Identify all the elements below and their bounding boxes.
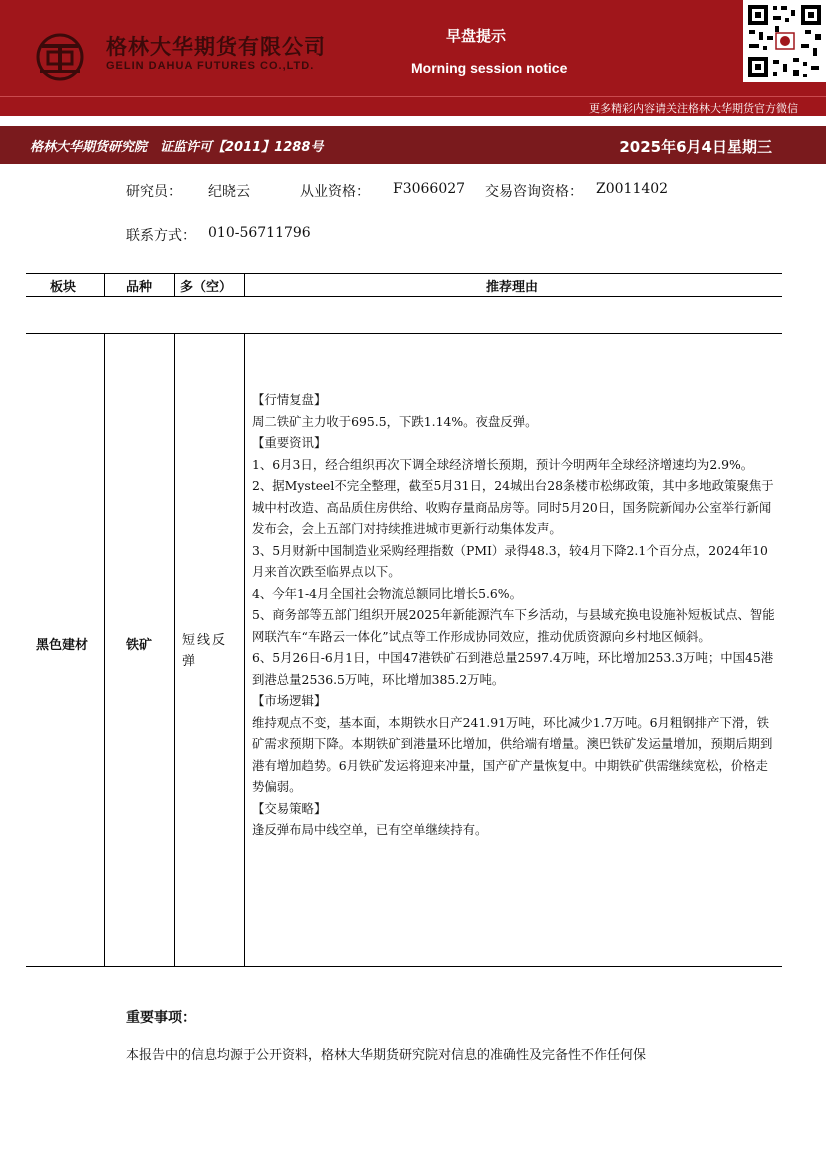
researcher-label: 研究员： [126, 184, 182, 200]
header-sector: 板块 [50, 280, 77, 295]
report-date: 2025年6月4日星期三 [619, 138, 772, 156]
company-name-cn: 格林大华期货有限公司 [106, 35, 326, 59]
qualification-number: F3066027 [393, 181, 466, 197]
consult-qualification-label: 交易咨询资格： [485, 184, 583, 200]
cell-sector: 黑色建材 [36, 638, 89, 653]
table-bottom-border [26, 966, 782, 967]
reason-paragraph: 6、5月26日-6月1日，中国47港铁矿石到港总量2597.4万吨，环比增加253.3万吨；中国45港到港总量2536.5万吨，环比增加385.2万吨。 [252, 650, 774, 687]
notice-title: 重要事项： [126, 1010, 196, 1026]
table-col-divider [244, 333, 245, 967]
cell-reason [252, 389, 778, 841]
report-title-cn: 早盘提示 [446, 27, 507, 45]
header-reason: 推荐理由 [486, 280, 539, 295]
researcher-name: 纪晓云 [208, 184, 250, 200]
reason-paragraph: 5、商务部等五部门组织开展2025年新能源汽车下乡活动，与县域充换电设施补短板试点、智能网联汽车“车路云一体化”试点等工作形成协同效应，推动优质资源向乡村地区倾斜。 [252, 607, 775, 644]
qr-code-icon [743, 0, 826, 82]
contact-label: 联系方式： [126, 228, 196, 244]
report-header [0, 0, 826, 116]
reason-paragraph: 维持观点不变，基本面，本期铁水日产241.91万吨，环比减少1.7万吨。6月粗钢排产下滑，铁矿需求预期下降。本期铁矿到港量环比增加，供给端有增量。澳巴铁矿发运量增加，预期后期到港有增加趋势。6月铁矿发运将迎来冲量，国产矿产量恢复中。中期铁矿供需继续宽松，价格走势偏弱。 [252, 714, 773, 794]
reason-paragraph: 4、今年1-4月全国社会物流总额同比增长5.6%。 [252, 585, 522, 601]
notice-text: 本报告中的信息均源于公开资料，格林大华期货研究院对信息的准确性及完备性不作任何保 [126, 1048, 647, 1063]
table-col-divider [174, 333, 175, 967]
reason-heading: 【重要资讯】 [252, 435, 327, 450]
company-name-en: GELIN DAHUA FUTURES CO.,LTD. [106, 60, 315, 72]
contact-phone: 010-56711796 [208, 225, 311, 241]
table-row-top-border [26, 333, 782, 334]
cell-direction: 短线反弹 [182, 633, 228, 669]
reason-heading: 【市场逻辑】 [252, 693, 327, 708]
table-header-border [26, 296, 782, 297]
company-logo-icon [30, 32, 90, 82]
header-subscribe-note [0, 96, 826, 117]
reason-paragraph: 3、5月财新中国制造业采购经理指数（PMI）录得48.3，较4月下降2.1个百分点，2024年10月来首次跌至临界点以下。 [252, 542, 768, 579]
reason-paragraph: 逢反弹布局中线空单，已有空单继续持有。 [252, 822, 488, 837]
reason-paragraph: 周二铁矿主力收于695.5，下跌1.14%。夜盘反弹。 [252, 413, 538, 429]
table-col-divider [104, 333, 105, 967]
reason-heading: 【交易策略】 [252, 800, 327, 816]
qualification-label: 从业资格： [300, 184, 370, 200]
report-title-en: Morning session notice [411, 60, 568, 76]
cell-variety: 铁矿 [126, 638, 153, 653]
header-direction: 多（空） [180, 280, 233, 295]
table-top-border [26, 273, 782, 274]
institute-bar [0, 126, 826, 164]
header-variety: 品种 [126, 280, 153, 295]
table-col-divider [244, 273, 245, 297]
institute-license: 格林大华期货研究院 证监许可【2011】1288号 [30, 140, 324, 155]
table-col-divider [104, 273, 105, 297]
reason-paragraph: 1、6月3日，经合组织再次下调全球经济增长预期，预计今明两年全球经济增速均为2.9%。 [252, 456, 754, 472]
table-col-divider [174, 273, 175, 297]
consult-qualification-number: Z0011402 [596, 181, 669, 197]
reason-paragraph: 2、据Mysteel不完全整理，截至5月31日，24城出台28条楼市松绑政策，其中多地政策聚焦于城中村改造、高品质住房供给、收购存量商品房等。同时5月20日，国务院新闻办公室举行新闻发布会，会上五部门对持续推进城市更新行动集体发声。 [252, 478, 774, 536]
header-note-text: 更多精彩内容请关注格林大华期货官方微信 [589, 102, 798, 115]
reason-heading: 【行情复盘】 [252, 392, 327, 407]
